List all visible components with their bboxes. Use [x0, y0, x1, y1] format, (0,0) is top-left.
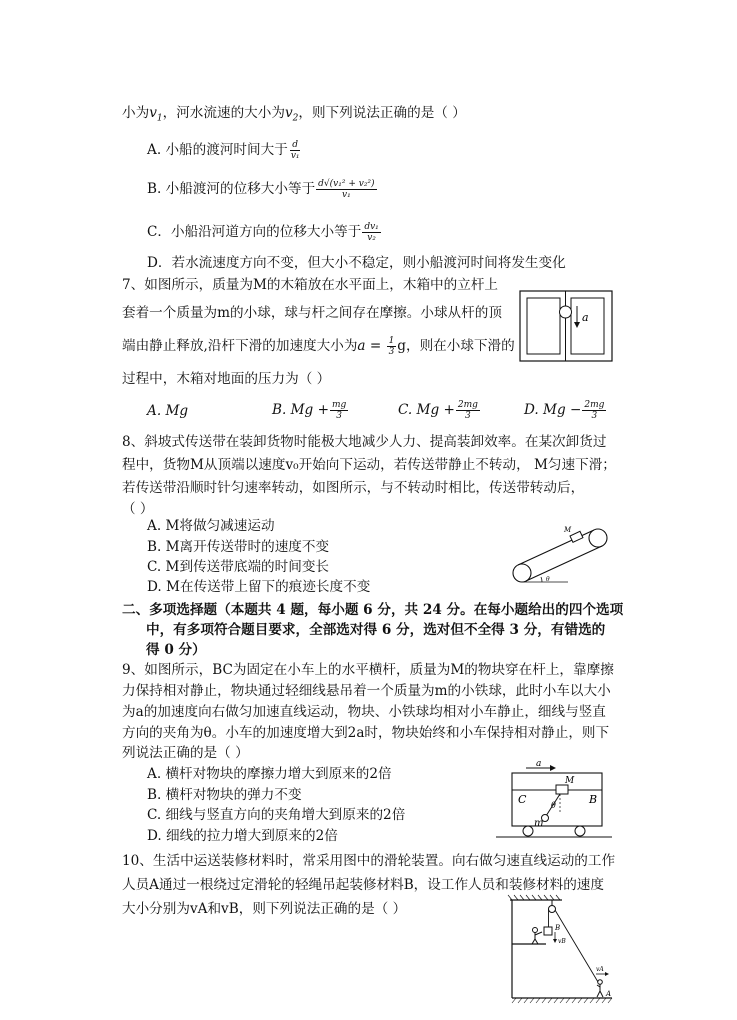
q7-c-num: 2mg: [457, 400, 478, 410]
q7-option-c-text: C. Mg +: [398, 402, 455, 418]
q7-b-num: mg: [331, 400, 347, 410]
q9-label-c: C: [518, 793, 527, 806]
q6-a-num: d: [292, 140, 299, 150]
q10-line2: 人员A通过一根绕过定滑轮的轻绳吊起装修材料B，设工作人员和装修材料的速度: [122, 877, 604, 893]
q9-line5: 列说法正确的是（ ）: [122, 745, 249, 761]
q6-option-b-text: B. 小船渡河的位移大小等于: [147, 181, 316, 197]
q6-b-num: d√(v₁² + v₂²): [318, 179, 375, 189]
q6-stem-end: ，则下列说法正确的是（ ）: [298, 105, 466, 121]
q9-option-d: D. 细线的拉力增大到原来的2倍: [147, 828, 338, 844]
q7-line3-start: 端由静止释放,沿杆下滑的加速度大小为: [122, 338, 358, 354]
q9-line3: 为a的加速度向右做匀加速直线运动，物块、小铁球均相对小车静止，细线与竖直: [122, 704, 606, 720]
q7-frac-den: 3: [388, 347, 395, 357]
q9-label-b: B: [589, 793, 598, 806]
q7-frac-num: 1: [388, 336, 395, 346]
q8-belt-bottom: [526, 546, 602, 581]
q9-ball-label: m: [534, 818, 544, 829]
q7-c-den: 3: [465, 411, 471, 421]
q6-option-a-fraction: [289, 140, 302, 161]
q7-d-den: 3: [591, 411, 598, 421]
q10-label-va: vA: [596, 966, 604, 973]
q10-label-b: B: [555, 924, 561, 932]
q10-label-vb: vB: [558, 938, 566, 945]
q10-worker-upper: [532, 928, 542, 945]
q6-a-den: v₁: [290, 151, 300, 161]
q9-option-b: B. 横杆对物块的弹力不变: [147, 787, 302, 803]
q6-stem-v1: $v_1$: [149, 105, 163, 124]
q7-option-d: [524, 400, 607, 421]
q7-line4: 过程中，木箱对地面的压力为（ ）: [122, 371, 331, 387]
q6-option-b-fraction: [316, 179, 376, 200]
q10-line3: 大小分别为vA和vB，则下列说法正确的是（ ）: [122, 901, 407, 917]
q9-accel-label: a: [536, 760, 542, 769]
q8-cargo: [570, 531, 583, 542]
q8-option-a: A. M将做匀减速运动: [147, 518, 275, 534]
q7-figure: [519, 290, 614, 362]
q7-line3-fraction: [387, 336, 397, 357]
q7-option-d-fraction: [582, 400, 606, 421]
q10-pulley: [549, 906, 556, 913]
q7-line3-end: g，则在小球下滑的: [397, 338, 515, 354]
q7-option-b-fraction: [330, 400, 348, 421]
q9-block: [556, 785, 568, 794]
q10-figure: [502, 894, 614, 1004]
q7-line3: [122, 336, 515, 357]
q7-d-num: 2mg: [584, 400, 605, 410]
q8-bottom-roller: [513, 564, 531, 582]
q8-angle-label: θ: [546, 576, 550, 583]
q6-option-c-text: C．小船沿河道方向的位移大小等于: [147, 224, 362, 240]
q8-line2: 程中，货物M从顶端以速度v₀开始向下运动，若传送带静止不转动， M匀速下滑；: [122, 457, 616, 473]
q6-option-b: [147, 179, 378, 200]
q10-label-a: A: [606, 990, 612, 998]
q9-angle-label: θ: [551, 801, 556, 810]
q10-worker-a: [597, 980, 603, 997]
q6-option-a: [147, 140, 303, 161]
q6-stem-mid: ，河水流速的大小为: [162, 105, 285, 121]
q6-option-c: [147, 222, 382, 243]
q7-option-b: [272, 400, 349, 421]
q8-top-roller: [589, 529, 607, 547]
q9-wheel-right: [575, 826, 585, 836]
q8-figure: [508, 520, 613, 586]
q8-option-d: D. M在传送带上留下的痕迹长度不变: [147, 579, 371, 595]
q8-line3: 若传送带沿顺时针匀速率转动，如图所示，与不转动时相比，传送带转动后，: [122, 480, 585, 496]
q6-c-num: dv₁: [364, 222, 379, 232]
q10-line1: 10、生活中运送装修材料时，常采用图中的滑轮装置。向右做匀速直线运动的工作: [122, 853, 616, 869]
q9-block-label: M: [565, 776, 575, 786]
q7-line1: 7、如图所示，质量为M的木箱放在水平面上，木箱中的立杆上: [122, 277, 499, 293]
q10-material-b: [544, 927, 552, 935]
q6-stem-v2: $v_2$: [284, 105, 299, 124]
q9-line2: 力保持相对静止，物块通过轻细线悬吊着一个质量为m的小铁球，此时小车以大小: [122, 683, 611, 699]
q7-accel-label: a: [582, 311, 589, 324]
q9-line1: 9、如图所示，BC为固定在小车上的水平横杆，质量为M的物块穿在杆上，靠摩擦: [122, 662, 614, 678]
q8-belt-top: [518, 530, 594, 565]
section2-line2: 中，有多项符合题目要求，全部选对得 6 分，选对但不全得 3 分，有错选的: [146, 622, 606, 638]
q6-option-c-fraction: [362, 222, 380, 243]
q7-option-b-text: B. Mg +: [272, 402, 329, 418]
section2-line3: 得 0 分）: [146, 642, 206, 658]
q6-c-den: v₂: [367, 233, 376, 243]
q8-cargo-label: M: [564, 526, 572, 534]
q8-line1: 8、斜坡式传送带在装卸货物时能极大地减少人力、提高装卸效率。在某次卸货过: [122, 434, 607, 450]
q7-box-right-inner: [571, 298, 604, 354]
q9-option-a: A. 横杆对物块的摩擦力增大到原来的2倍: [147, 766, 392, 782]
q6-stem-start: 小为: [122, 105, 150, 121]
q7-option-c: [398, 400, 481, 421]
q7-option-a: A. Mg: [147, 403, 189, 419]
section2-line1: 二、多项选择题（本题共 4 题，每小题 6 分，共 24 分。在每小题给出的四个选项: [122, 602, 624, 618]
q7-ball: [560, 306, 572, 318]
q6-option-d: D．若水流速度方向不变，但大小不稳定，则小船渡河时间将发生变化: [147, 255, 566, 271]
q9-figure: [494, 760, 612, 842]
q6-option-a-text: A. 小船的渡河时间大于: [147, 142, 288, 158]
q9-line4: 方向的夹角为θ。小车的加速度增大到2a时，物块始终和小车保持相对静止，则下: [122, 725, 610, 741]
q9-wheel-left: [523, 826, 533, 836]
q7-option-c-fraction: [456, 400, 480, 421]
q6-b-den: v₁: [342, 190, 351, 200]
q8-line4: （ ）: [122, 501, 154, 517]
q8-option-c: C. M到传送带底端的时间变长: [147, 559, 330, 575]
q7-b-den: 3: [336, 411, 342, 421]
q10-rope-slant: [555, 910, 598, 982]
q7-line3-a: a =: [357, 338, 386, 354]
q7-box-left-inner: [527, 298, 560, 354]
q6-stem: [122, 104, 466, 128]
q7-option-d-text: D. Mg −: [524, 402, 582, 418]
q7-line2: 套着一个质量为m的小球，球与杆之间存在摩擦。小球从杆的顶: [122, 305, 502, 321]
q9-option-c: C. 细线与竖直方向的夹角增大到原来的2倍: [147, 807, 406, 823]
q8-option-b: B. M离开传送带时的速度不变: [147, 539, 330, 555]
